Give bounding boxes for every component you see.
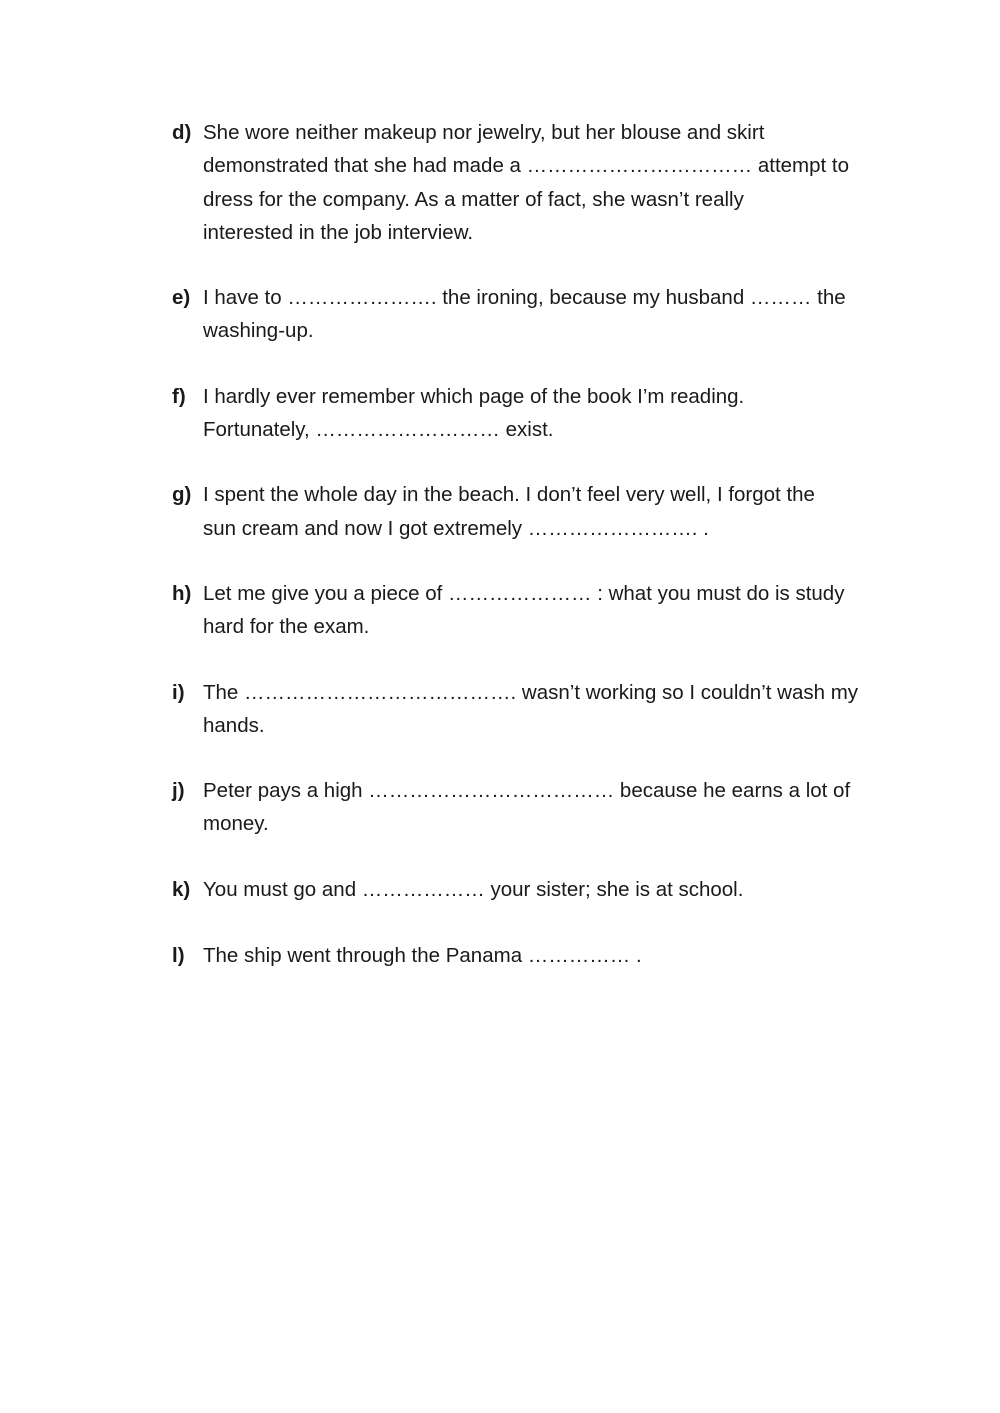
item-line: Peter pays a high ……………………………… because he earns a lot of <box>203 779 851 803</box>
item-text <box>203 116 863 249</box>
item-letter: i) <box>172 680 185 704</box>
item-line: Let me give you a piece of ………………… : what you must do is study <box>203 581 845 605</box>
item-letter: k) <box>172 877 191 901</box>
item-text <box>203 873 863 906</box>
exercise-item-j <box>172 774 872 841</box>
item-text <box>203 478 863 545</box>
item-line: The …………………………………. wasn’t working so I couldn’t wash my <box>203 680 859 704</box>
item-line: interested in the job interview. <box>203 220 474 244</box>
item-line: Fortunately, ……………………… exist. <box>203 418 554 442</box>
item-text <box>203 380 863 447</box>
exercise-item-d <box>172 116 872 249</box>
exercise-list <box>172 116 872 972</box>
item-line: The ship went through the Panama …………… . <box>203 944 642 968</box>
exercise-item-g <box>172 478 872 545</box>
item-text <box>203 676 863 743</box>
item-letter: g) <box>172 483 192 507</box>
exercise-item-k <box>172 873 872 906</box>
item-line: washing-up. <box>203 319 314 343</box>
item-line: hard for the exam. <box>203 615 370 639</box>
exercise-item-h <box>172 577 872 644</box>
item-line: money. <box>203 812 269 836</box>
item-text <box>203 281 863 348</box>
item-text <box>203 939 863 972</box>
item-letter: l) <box>172 944 185 968</box>
exercise-item-f <box>172 380 872 447</box>
item-line: sun cream and now I got extremely ……………………. . <box>203 516 709 540</box>
item-line: You must go and ……………… your sister; she is at school. <box>203 877 744 901</box>
item-letter: d) <box>172 121 192 144</box>
item-line: demonstrated that she had made a …………………………… attempt to <box>203 154 850 178</box>
item-line: dress for the company. As a matter of fact, she wasn’t really <box>203 187 744 211</box>
exercise-item-e <box>172 281 872 348</box>
item-text <box>203 774 863 841</box>
item-letter: j) <box>172 779 185 803</box>
item-text <box>203 577 863 644</box>
item-letter: f) <box>172 384 186 408</box>
item-line: hands. <box>203 713 265 737</box>
item-line: I spent the whole day in the beach. I don’t feel very well, I forgot the <box>203 483 815 507</box>
item-letter: h) <box>172 581 192 605</box>
exercise-item-i <box>172 676 872 743</box>
item-line: I have to …………………. the ironing, because my husband ……… the <box>203 286 846 310</box>
exercise-item-l <box>172 939 872 972</box>
item-line: She wore neither makeup nor jewelry, but her blouse and skirt <box>203 121 765 144</box>
item-letter: e) <box>172 286 191 310</box>
item-line: I hardly ever remember which page of the book I’m reading. <box>203 384 745 408</box>
